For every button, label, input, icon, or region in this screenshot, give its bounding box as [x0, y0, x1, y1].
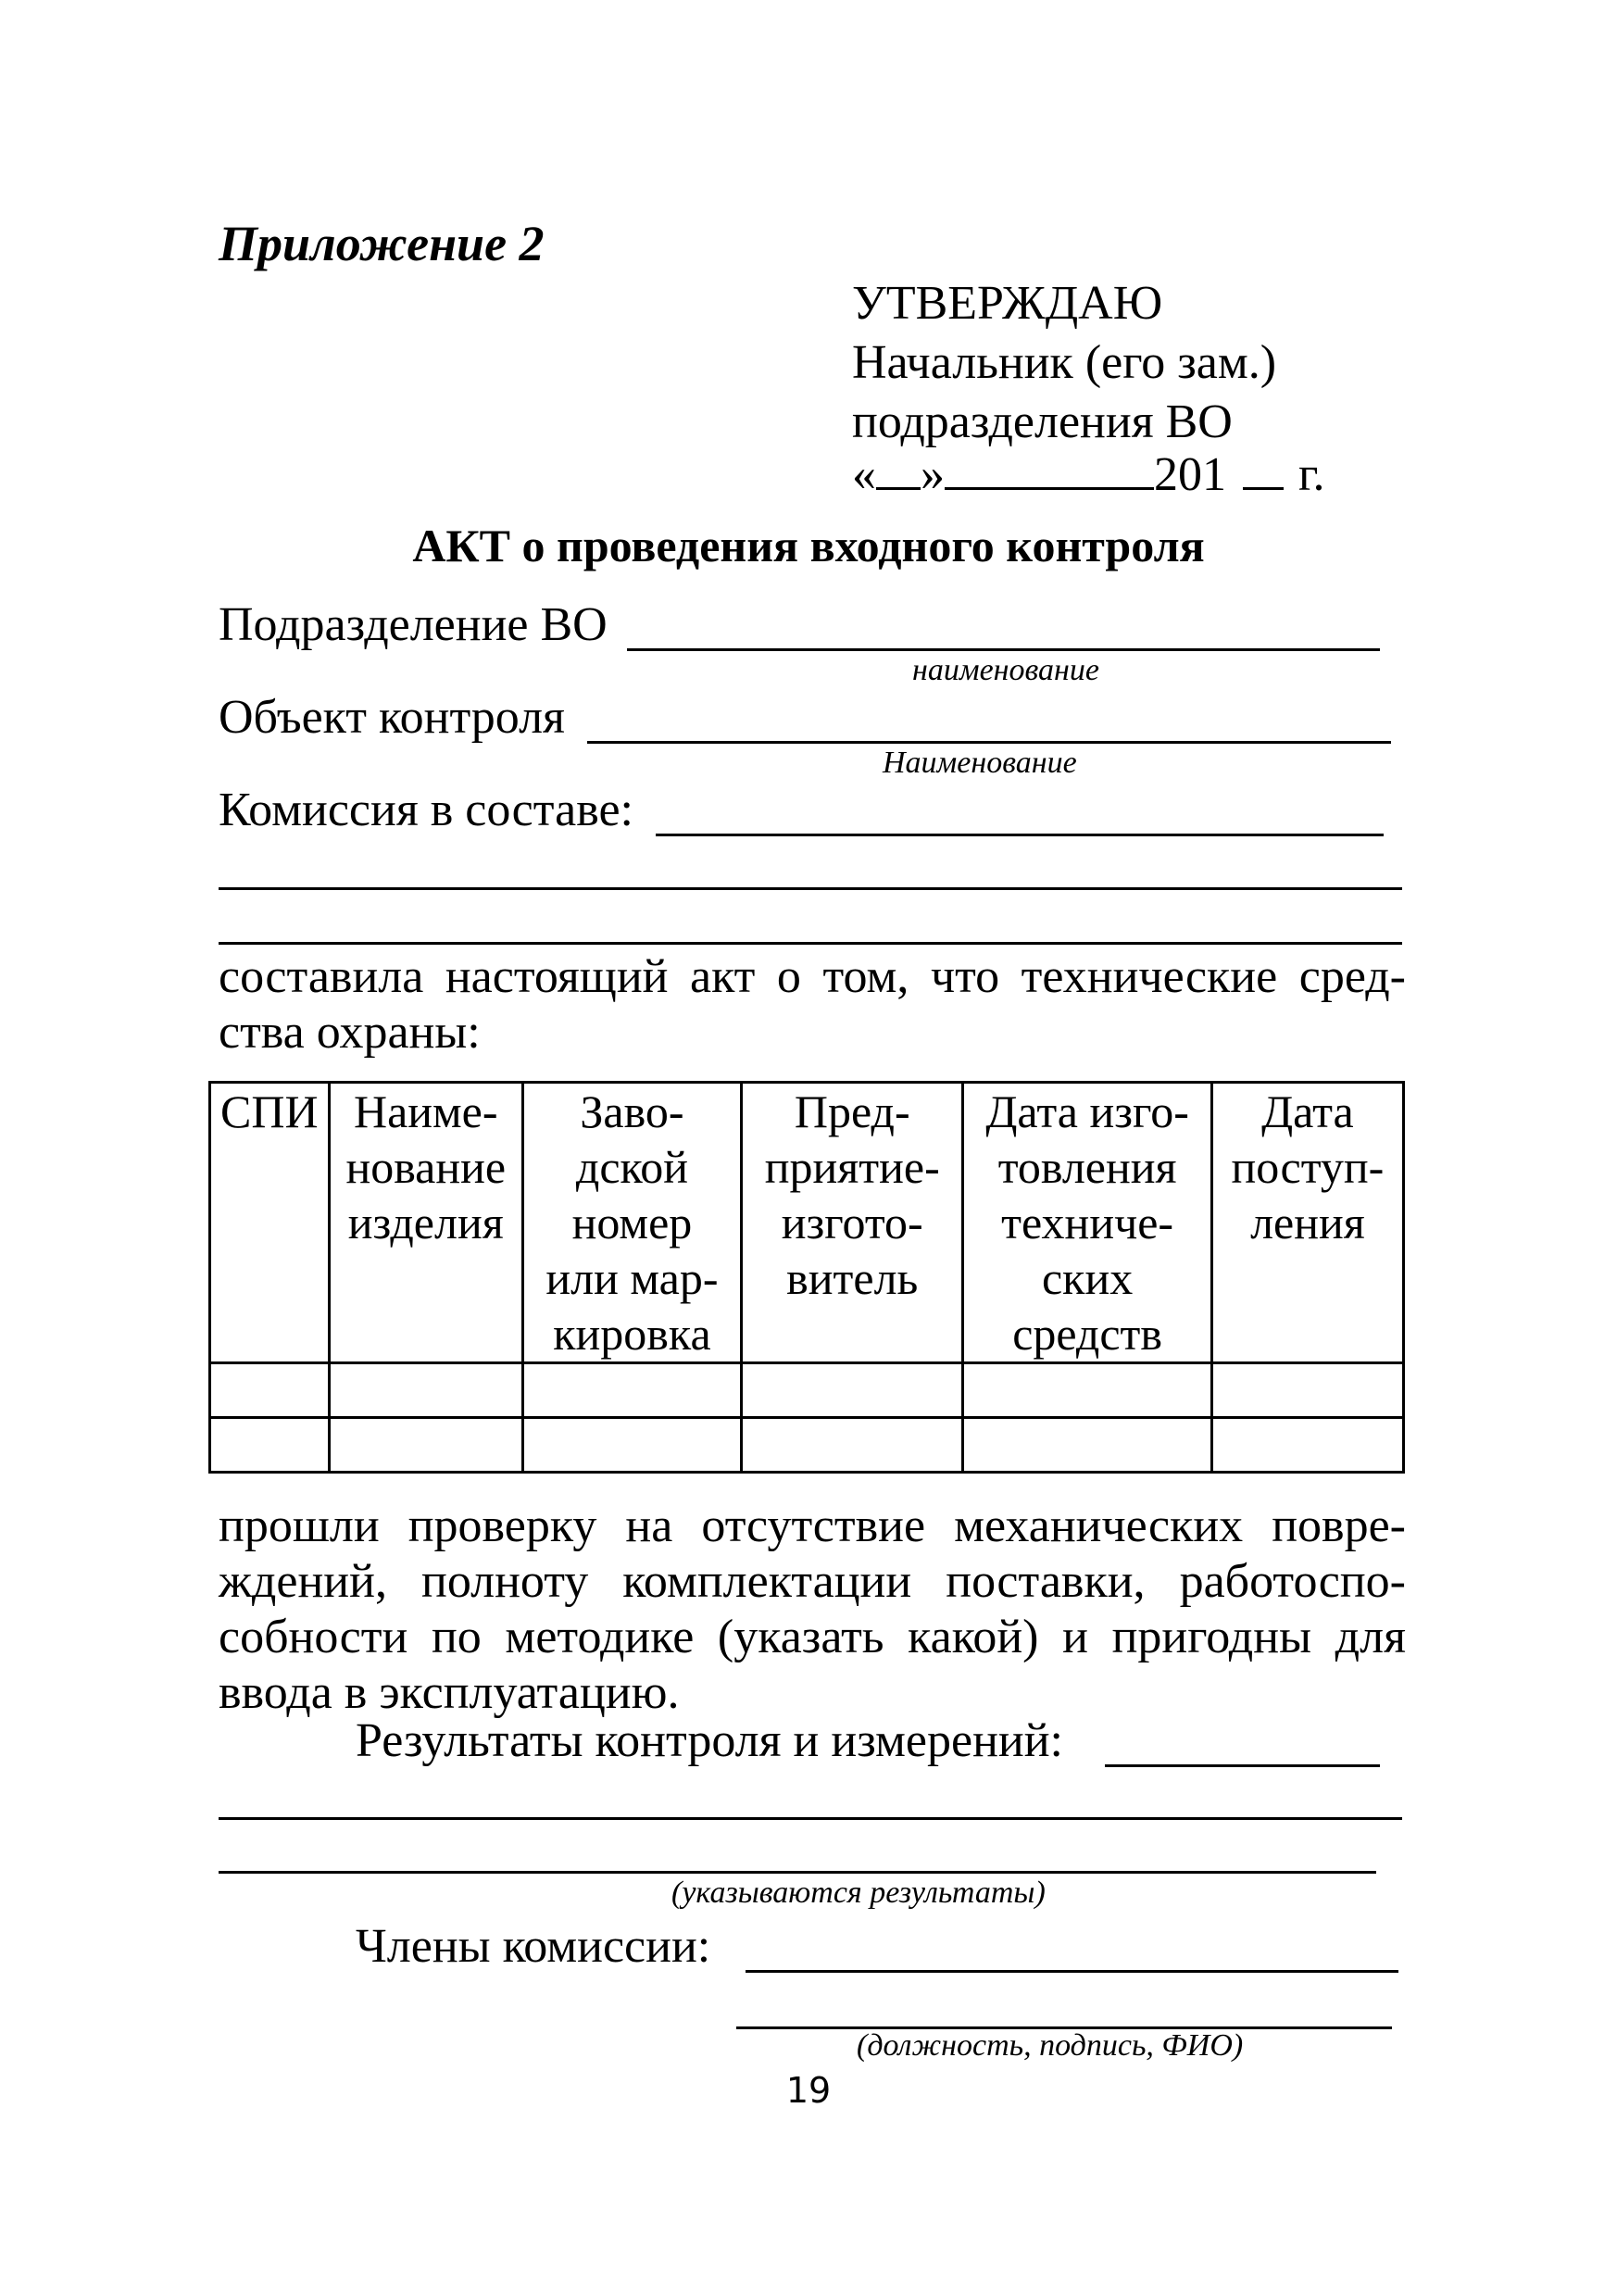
header-product-name: Наиме- нование изделия: [329, 1083, 522, 1363]
year-blank[interactable]: [1243, 443, 1284, 490]
date-close-quote: »: [921, 448, 945, 501]
results-input-line[interactable]: [1105, 1764, 1380, 1767]
results-hint: (указываются результаты): [671, 1876, 1046, 1910]
unit-hint: наименование: [912, 653, 1100, 687]
date-year: 201: [1154, 448, 1226, 501]
header-receipt-date: Дата поступ- ления: [1211, 1083, 1403, 1363]
equipment-table: [208, 1081, 1405, 1474]
header-manufacturer: Пред- приятие- изгото- витель: [742, 1083, 963, 1363]
table-cell[interactable]: [742, 1363, 963, 1418]
conclusion-line-1: прошли проверку на отсутствие механических повре-: [219, 1499, 1406, 1552]
date-suffix: г.: [1298, 448, 1325, 501]
table-row: [210, 1418, 1404, 1473]
intro-line-1: составила настоящий акт о том, что технические сред-: [219, 950, 1406, 1003]
day-blank[interactable]: [876, 443, 921, 490]
table-cell[interactable]: [742, 1418, 963, 1473]
month-blank[interactable]: [945, 443, 1154, 490]
table-cell[interactable]: [963, 1363, 1211, 1418]
table-header-row: [210, 1083, 1404, 1363]
header-serial-number: Заво- дской номер или мар- кировка: [522, 1083, 741, 1363]
results-extra-line-2[interactable]: [219, 1871, 1376, 1874]
table-row: [210, 1363, 1404, 1418]
approve-position: Начальник (его зам.): [852, 336, 1277, 389]
table-cell[interactable]: [210, 1363, 330, 1418]
object-label: Объект контроля: [219, 691, 565, 744]
unit-label: Подразделение ВО: [219, 598, 608, 651]
commission-extra-line-1[interactable]: [219, 887, 1402, 890]
conclusion-paragraph: [219, 1499, 1406, 1721]
table-cell[interactable]: [522, 1418, 741, 1473]
results-label: Результаты контроля и измерений:: [356, 1714, 1064, 1767]
header-spi: СПИ: [210, 1083, 330, 1363]
commission-input-line[interactable]: [656, 834, 1384, 836]
object-hint: Наименование: [883, 746, 1077, 780]
appendix-heading: Приложение 2: [219, 216, 545, 271]
table-cell[interactable]: [522, 1363, 741, 1418]
commission-extra-line-2[interactable]: [219, 942, 1402, 945]
members-hint: (должность, подпись, ФИО): [857, 2028, 1244, 2063]
date-open-quote: «: [852, 448, 876, 501]
table-cell[interactable]: [1211, 1363, 1403, 1418]
approve-heading: УТВЕРЖДАЮ: [852, 277, 1163, 330]
table-cell[interactable]: [963, 1418, 1211, 1473]
intro-line-2: ства охраны:: [219, 1006, 481, 1059]
members-label: Члены комиссии:: [356, 1920, 711, 1973]
intro-paragraph: [219, 949, 1406, 1060]
unit-input-line[interactable]: [627, 648, 1380, 651]
commission-label: Комиссия в составе:: [219, 784, 633, 836]
page-number: 19: [785, 2070, 832, 2111]
conclusion-line-4: ввода в эксплуатацию.: [219, 1666, 680, 1719]
object-input-line[interactable]: [587, 741, 1391, 744]
conclusion-line-2: ждений, полноту комплектации поставки, работоспо-: [219, 1555, 1406, 1608]
table-cell[interactable]: [329, 1418, 522, 1473]
results-extra-line-1[interactable]: [219, 1817, 1402, 1820]
approve-date-line: [852, 443, 1324, 502]
document-title: АКТ о проведения входного контроля: [412, 520, 1205, 571]
members-input-line[interactable]: [746, 1970, 1398, 1973]
table-cell[interactable]: [329, 1363, 522, 1418]
conclusion-line-3: собности по методике (указать какой) и пригодны для: [219, 1611, 1406, 1663]
table-cell[interactable]: [1211, 1418, 1403, 1473]
header-manufacture-date: Дата изго- товления техниче- ских средств: [963, 1083, 1211, 1363]
table-cell[interactable]: [210, 1418, 330, 1473]
approve-unit: подразделения ВО: [852, 395, 1233, 448]
